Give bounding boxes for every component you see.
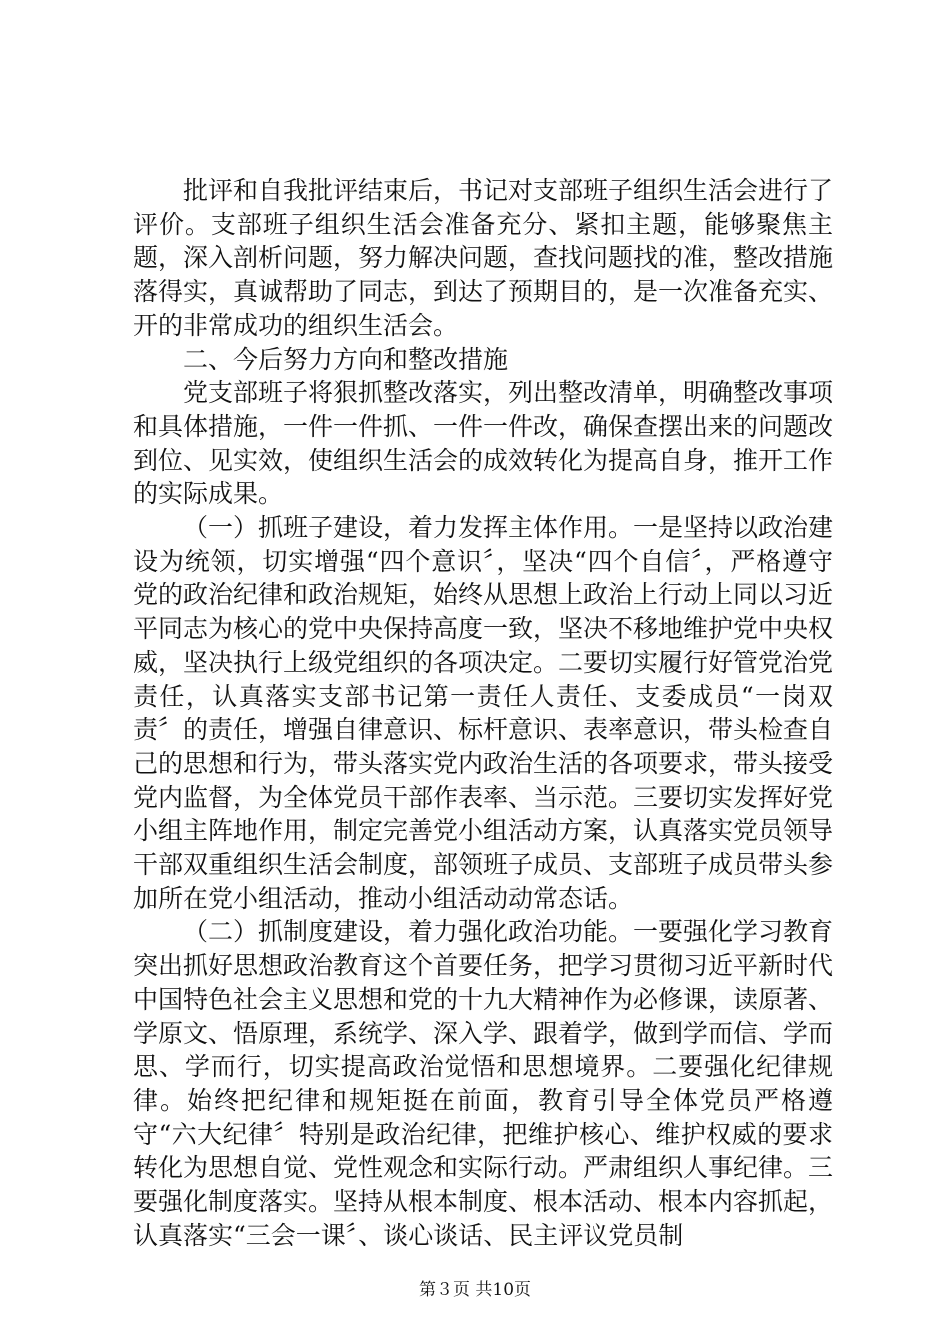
paragraph-team-building: （一）抓班子建设，着力发挥主体作用。一是坚持以政治建设为统领，切实增强“四个意识〞，坚决“四个自信〞，严格遵守党的政治纪律和政治规矩，始终从思想上政治上行动上同以习近平同志为核心的党中央保持高度一致，坚决不移地维护党中央权威，坚决执行上级党组织的各项决定。二要切实履行好管党治党责任，认真落实支部书记第一责任人责任、支委成员“一岗双责〞的责任，增强自律意识、标杆意识、表率意识，带头检查自己的思想和行为，带头落实党内政治生活的各项要求，带头接受党内监督，为全体党员干部作表率、当示范。三要切实发挥好党小组主阵地作用，制定完善党小组活动方案，认真落实党员领导干部双重组织生活会制度，部领班子成员、支部班子成员带头参加所在党小组活动，推动小组活动动常态话。	[133, 513, 834, 913]
paragraph-system-building: （二）抓制度建设，着力强化政治功能。一要强化学习教育突出抓好思想政治教育这个首要任务，把学习贯彻习近平新时代中国特色社会主义思想和党的十九大精神作为必修课，读原著、学原文、悟原理，系统学、深入学、跟着学，做到学而信、学而思、学而行，切实提高政治觉悟和思想境界。二要强化纪律规律。始终把纪律和规矩挺在前面，教育引导全体党员严格遵守“六大纪律〞特别是政治纪律，把维护核心、维护权威的要求转化为思想自觉、党性观念和实际行动。严肃组织人事纪律。三要强化制度落实。坚持从根本制度、根本活动、根本内容抓起，认真落实“三会一课〞、谈心谈话、民主评议党员制	[133, 917, 834, 1250]
section-heading-rectification: 二、今后努力方向和整改措施	[183, 344, 509, 374]
paragraph-rectification-intro: 党支部班子将狠抓整改落实，列出整改清单，明确整改事项和具体措施，一件一件抓、一件一件改，确保查摆出来的问题改到位、见实效，使组织生活会的成效转化为提高自身，推开工作的实际成果。	[133, 378, 834, 509]
page-number-footer: 第３页 共10页	[418, 1280, 532, 1300]
paragraph-evaluation: 批评和自我批评结束后，书记对支部班子组织生活会进行了评价。支部班子组织生活会准备充分、紧扣主题，能够聚焦主题，深入剖析问题，努力解决问题，查找问题找的准，整改措施落得实，真诚帮助了同志，到达了预期目的，是一次准备充实、开的非常成功的组织生活会。	[133, 176, 834, 340]
document-body	[133, 174, 833, 1253]
